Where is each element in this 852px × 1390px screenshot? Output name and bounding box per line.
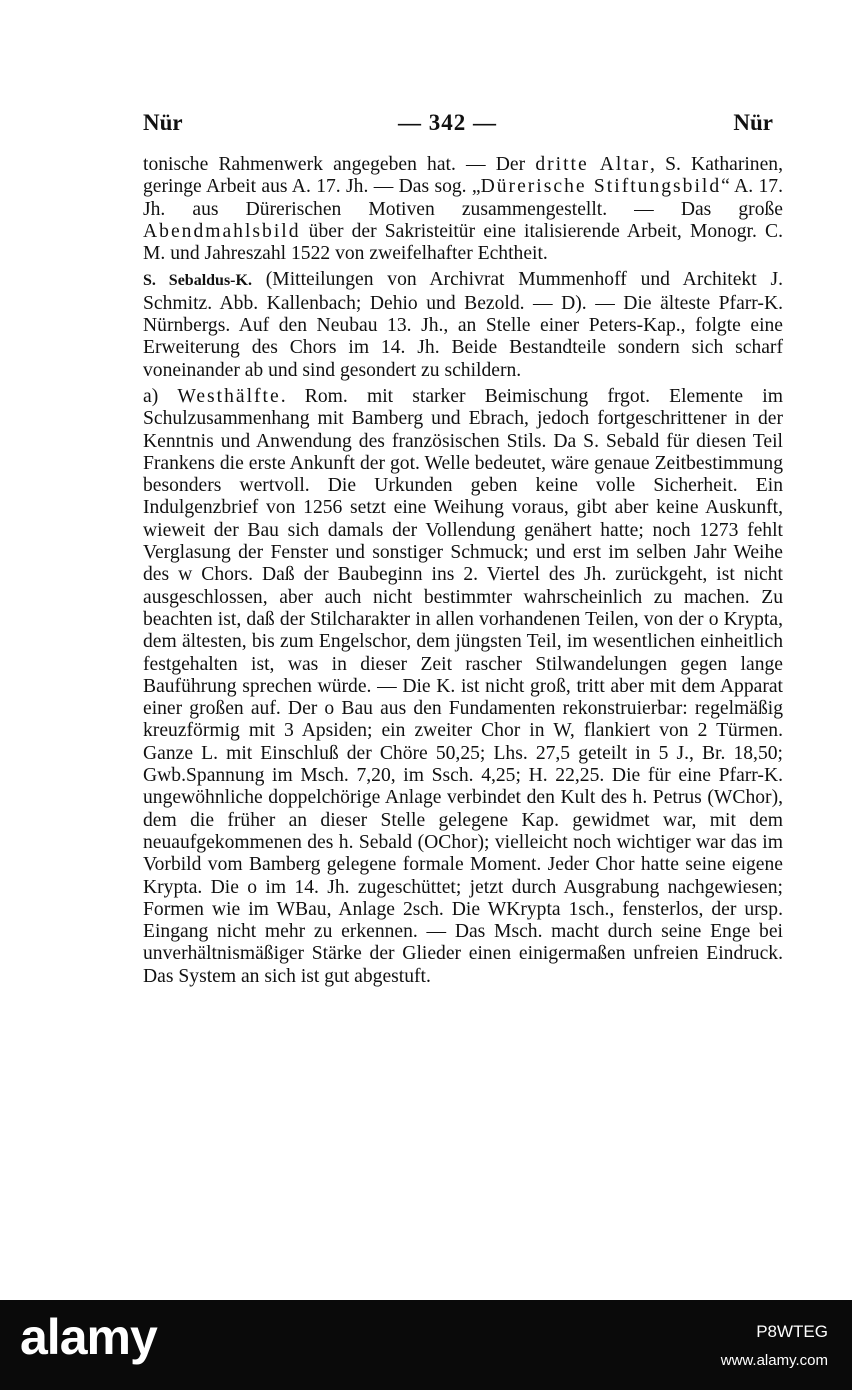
stock-watermark-bar (0, 1300, 852, 1390)
text-segment: “ A. 17. Jh. aus Dürerischen Motiven zusammengestellt. — Das große (143, 176, 783, 220)
text-segment: (Mitteilungen von Archivrat Mummenhoff und Architekt J. Schmitz. Abb. Kallenbach; Dehio und Bezold. — D). — Die älteste Pfarr-K. Nürnbergs. Auf den Neubau 13. Jh., an Stelle einer Peters-Kap., folgte eine Erweiterung des Chors im 14. Jh. Beide Bestandteile sondern sich scharf voneinander ab und sind gesondert zu schildern. (143, 269, 783, 381)
text-segment: dritte Altar (535, 154, 651, 175)
text-segment: . Rom. mit starker Beimischung frgot. Elemente im Schulzusammenhang mit Bamberg und Ebrach, jedoch fortgeschrittener in der Kenntnis und Anwendung des französischen Stils. Da S. Sebald für diesen Teil Frankens die erste Ankunft der got. Welle bedeutet, wäre genaue Zeitbestimmung besonders wertvoll. Die Urkunden geben keine volle Sicherheit. Ein Indulgenzbrief von 1256 setzt eine Weihung voraus, gibt aber keine Auskunft, wieweit der Bau sich damals der Vollendung genähert hatte; noch 1273 fehlt Verglasung der Fenster und sonstiger Schmuck; und erst im selben Jahr Weihe des w Chors. Daß der Baubeginn ins 2. Viertel des Jh. zurückgeht, ist nicht ausgeschlossen, aber auch nicht bestimmter wahrscheinlich zu machen. Zu beachten ist, daß der Stilcharakter in allen vorhandenen Teilen, von der o Krypta, dem ältesten, bis zum Engelschor, dem jüngsten Teil, im wesentlichen einheitlich festgehalten ist, was in dieser Zeit rascher Stilwandelungen gegen lange Bauführung sprechen würde. — Die K. ist nicht groß, tritt aber mit dem Apparat einer großen auf. Der o Bau aus den Fundamenten rekonstruierbar: regelmäßig kreuzförmig mit 3 Apsiden; ein zweiter Chor in W, flankiert von 2 Türmen. Ganze L. mit Einschluß der Chöre 50,25; Lhs. 27,5 geteilt in 5 J., Br. 18,50; Gwb.Spannung im Msch. 7,20, im Ssch. 4,25; H. 22,25. Die für eine Pfarr-K. ungewöhnliche doppelchörige Anlage verbindet den Kult des h. Petrus (WChor), dem die früher an dieser Stelle gelegene Kap. gewidmet war, mit dem neuaufgekommenen des h. Sebald (OChor); vielleicht noch wichtiger war das im Vorbild vom Bamberg gelegene formale Moment. Jeder Chor hatte seine eigene Krypta. Die o im 14. Jh. zugeschüttet; jetzt durch Ausgrabung nachgewiesen; Formen wie im WBau, Anlage 2sch. Die WKrypta 1sch., fensterlos, der ursp. Eingang nicht mehr zu erkennen. — Das Msch. macht durch seine Enge bei unverhältnismäßiger Stärke der Glieder einen einigermaßen unfreien Eindruck. Das System an sich ist gut abgestuft. (143, 385, 783, 987)
stock-url: www.alamy.com (720, 1352, 828, 1369)
running-header (143, 110, 773, 146)
stock-logo: alamy (20, 1309, 157, 1365)
stock-image-id: P8WTEG (756, 1322, 828, 1341)
text-segment: , S. Katharinen, geringe Arbeit aus A. 17. Jh. — Das sog. „ (143, 154, 783, 198)
paragraph-sebaldus (143, 269, 783, 381)
text-segment: Dürerische Stiftungsbild (480, 176, 722, 198)
text-segment: Westhälfte (177, 385, 281, 407)
page-number: — 342 — (398, 110, 497, 135)
header-right-keyword: Nür (733, 110, 773, 135)
text-segment: Abendmahlsbild (143, 220, 301, 242)
text-segment: über der Sakristeitür eine italisierende Arbeit, Monogr. C. M. und Jahreszahl 1522 von zweifelhafter Echtheit. (143, 220, 783, 265)
body-text (143, 154, 783, 988)
paragraph-westhaelfte (143, 386, 783, 988)
text-segment: a) (143, 385, 178, 407)
text-segment: S. Sebaldus-K. (143, 272, 252, 290)
paragraph-intro (143, 154, 783, 265)
header-left-keyword: Nür (143, 110, 183, 135)
text-segment: tonische Rahmenwerk angegeben hat. — Der (143, 154, 536, 175)
